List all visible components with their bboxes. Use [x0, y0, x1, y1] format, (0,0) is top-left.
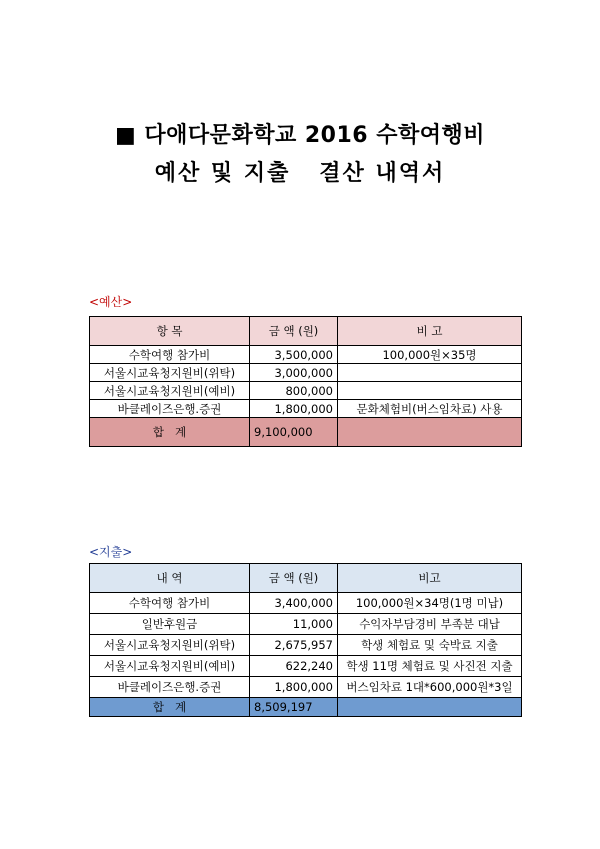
expense-total-label: 합 계 [90, 698, 250, 717]
expense-header-note: 비고 [338, 564, 522, 593]
budget-total-note [338, 418, 522, 447]
expense-row-item: 일반후원금 [90, 614, 250, 635]
budget-row [90, 364, 522, 382]
expense-row [90, 656, 522, 677]
expense-row-item: 바클레이즈은행.증권 [90, 677, 250, 698]
budget-row [90, 346, 522, 364]
budget-row-amount: 1,800,000 [250, 400, 338, 418]
budget-header-row [90, 317, 522, 346]
expense-total-amount: 8,509,197 [250, 698, 338, 717]
expense-row-amount: 3,400,000 [250, 593, 338, 614]
document-title-line1: ■ 다애다문화학교 2016 수학여행비 [114, 123, 486, 148]
expense-table [89, 563, 522, 717]
budget-header-item: 항 목 [90, 317, 250, 346]
expense-row-item: 서울시교육청지원비(위탁) [90, 635, 250, 656]
budget-row-amount: 3,500,000 [250, 346, 338, 364]
expense-row-note: 학생 체험료 및 숙박료 지출 [338, 635, 522, 656]
budget-row-note: 문화체험비(버스임차료) 사용 [338, 400, 522, 418]
budget-row-item: 서울시교육청지원비(예비) [90, 382, 250, 400]
budget-row-item: 바클레이즈은행.증권 [90, 400, 250, 418]
budget-total-amount: 9,100,000 [250, 418, 338, 447]
expense-section-label: <지출> [89, 545, 133, 559]
expense-row [90, 614, 522, 635]
budget-section-label: <예산> [89, 295, 133, 309]
expense-row-amount: 1,800,000 [250, 677, 338, 698]
expense-header-row [90, 564, 522, 593]
expense-row [90, 593, 522, 614]
budget-row-amount: 3,000,000 [250, 364, 338, 382]
budget-row [90, 400, 522, 418]
budget-row [90, 382, 522, 400]
expense-row-note: 100,000원×34명(1명 미납) [338, 593, 522, 614]
budget-row-note: 100,000원×35명 [338, 346, 522, 364]
expense-row-amount: 11,000 [250, 614, 338, 635]
expense-row-note: 학생 11명 체험료 및 사진전 지출 [338, 656, 522, 677]
expense-row [90, 677, 522, 698]
budget-total-label: 합 계 [90, 418, 250, 447]
expense-row-note: 버스임차료 1대*600,000원*3일 [338, 677, 522, 698]
budget-row-amount: 800,000 [250, 382, 338, 400]
expense-row-amount: 2,675,957 [250, 635, 338, 656]
budget-row-note [338, 382, 522, 400]
expense-row [90, 635, 522, 656]
expense-total-note [338, 698, 522, 717]
document-title-line2: 예산 및 지출 결산 내역서 [154, 161, 446, 186]
expense-row-note: 수익자부담경비 부족분 대납 [338, 614, 522, 635]
expense-total-row [90, 698, 522, 717]
expense-header-amount: 금 액 (원) [250, 564, 338, 593]
budget-row-item: 서울시교육청지원비(위탁) [90, 364, 250, 382]
budget-table [89, 316, 522, 447]
expense-row-item: 서울시교육청지원비(예비) [90, 656, 250, 677]
budget-header-note: 비 고 [338, 317, 522, 346]
budget-row-item: 수학여행 참가비 [90, 346, 250, 364]
budget-header-amount: 금 액 (원) [250, 317, 338, 346]
budget-row-note [338, 364, 522, 382]
expense-row-item: 수학여행 참가비 [90, 593, 250, 614]
expense-row-amount: 622,240 [250, 656, 338, 677]
expense-header-item: 내 역 [90, 564, 250, 593]
budget-total-row [90, 418, 522, 447]
